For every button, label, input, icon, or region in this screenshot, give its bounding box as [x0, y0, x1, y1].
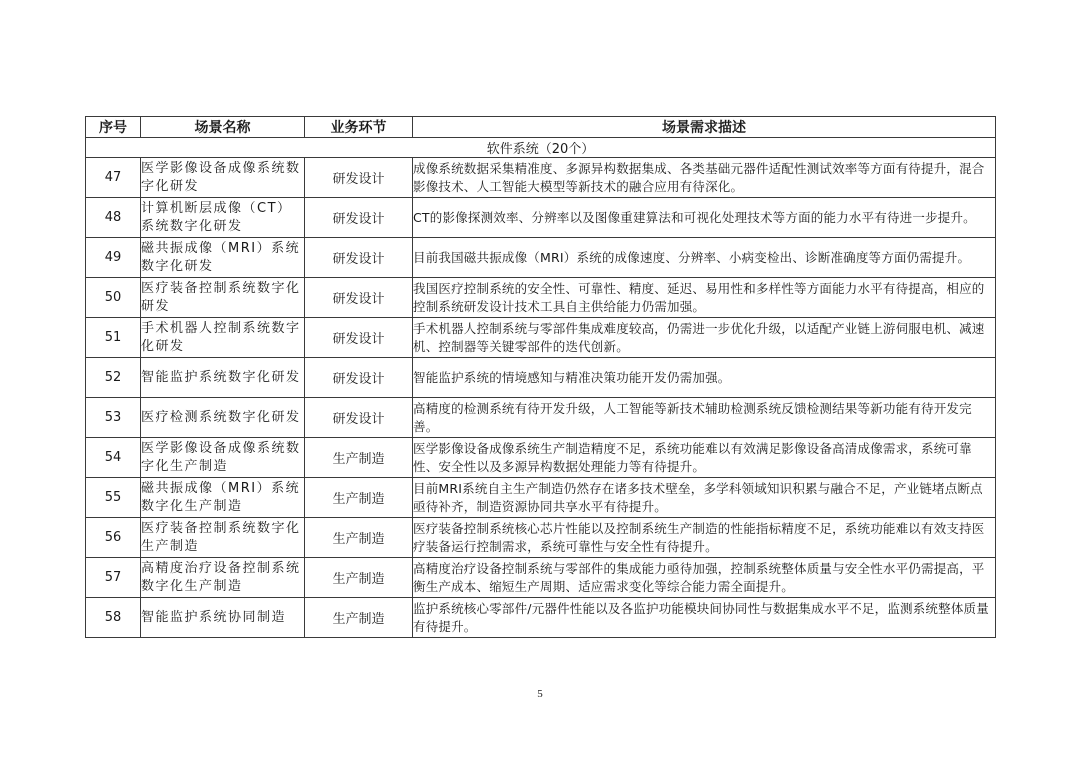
table-header-row: [86, 117, 996, 138]
row-number: 52: [86, 358, 141, 398]
row-scene-name: 高精度治疗设备控制系统数字化生产制造: [141, 558, 305, 598]
header-scene-description: 场景需求描述: [413, 117, 996, 138]
row-number: 54: [86, 438, 141, 478]
table-row: [86, 158, 996, 198]
row-scene-name: 磁共振成像（MRI）系统数字化生产制造: [141, 478, 305, 518]
row-scene-name: 智能监护系统数字化研发: [141, 358, 305, 398]
row-business-stage: 生产制造: [305, 598, 413, 638]
row-scene-name: 磁共振成像（MRI）系统数字化研发: [141, 238, 305, 278]
row-scene-name: 计算机断层成像（CT）系统数字化研发: [141, 198, 305, 238]
row-business-stage: 生产制造: [305, 518, 413, 558]
header-business-stage: 业务环节: [305, 117, 413, 138]
row-description: 目前MRI系统自主生产制造仍然存在诸多技术壁垒，多学科领域知识积累与融合不足，产业链堵点断点亟待补齐，制造资源协同共享水平有待提升。: [413, 478, 996, 518]
row-scene-name: 医疗装备控制系统数字化生产制造: [141, 518, 305, 558]
row-description: 成像系统数据采集精准度、多源异构数据集成、各类基础元器件适配性测试效率等方面有待提升，混合影像技术、人工智能大模型等新技术的融合应用有待深化。: [413, 158, 996, 198]
row-business-stage: 研发设计: [305, 278, 413, 318]
table-row: [86, 438, 996, 478]
page-number: 5: [537, 688, 543, 700]
row-number: 47: [86, 158, 141, 198]
row-description: 手术机器人控制系统与零部件集成难度较高，仍需进一步优化升级，以适配产业链上游伺服电机、减速机、控制器等关键零部件的迭代创新。: [413, 318, 996, 358]
row-business-stage: 研发设计: [305, 358, 413, 398]
header-scene-name: 场景名称: [141, 117, 305, 138]
table-row: [86, 518, 996, 558]
row-business-stage: 研发设计: [305, 238, 413, 278]
scene-table: [85, 116, 996, 638]
table-row: [86, 558, 996, 598]
row-number: 48: [86, 198, 141, 238]
row-number: 58: [86, 598, 141, 638]
row-number: 57: [86, 558, 141, 598]
row-scene-name: 医疗检测系统数字化研发: [141, 398, 305, 438]
row-number: 55: [86, 478, 141, 518]
table-row: [86, 358, 996, 398]
row-description: 我国医疗控制系统的安全性、可靠性、精度、延迟、易用性和多样性等方面能力水平有待提高，相应的控制系统研发设计技术工具自主供给能力仍需加强。: [413, 278, 996, 318]
row-number: 49: [86, 238, 141, 278]
row-business-stage: 研发设计: [305, 398, 413, 438]
table-row: [86, 198, 996, 238]
row-description: 智能监护系统的情境感知与精准决策功能开发仍需加强。: [413, 358, 996, 398]
table-row: [86, 598, 996, 638]
row-scene-name: 医学影像设备成像系统数字化生产制造: [141, 438, 305, 478]
row-number: 53: [86, 398, 141, 438]
row-description: 医学影像设备成像系统生产制造精度不足，系统功能难以有效满足影像设备高清成像需求，系统可靠性、安全性以及多源异构数据处理能力等有待提升。: [413, 438, 996, 478]
row-business-stage: 生产制造: [305, 478, 413, 518]
table-row: [86, 478, 996, 518]
row-description: 监护系统核心零部件/元器件性能以及各监护功能模块间协同性与数据集成水平不足，监测系统整体质量有待提升。: [413, 598, 996, 638]
row-description: 高精度的检测系统有待开发升级，人工智能等新技术辅助检测系统反馈检测结果等新功能有待开发完善。: [413, 398, 996, 438]
row-business-stage: 生产制造: [305, 558, 413, 598]
row-number: 51: [86, 318, 141, 358]
header-number: 序号: [86, 117, 141, 138]
table-row: [86, 318, 996, 358]
row-description: CT的影像探测效率、分辨率以及图像重建算法和可视化处理技术等方面的能力水平有待进一步提升。: [413, 198, 996, 238]
table-row: [86, 398, 996, 438]
table-row: [86, 238, 996, 278]
table-row: [86, 278, 996, 318]
row-scene-name: 医疗装备控制系统数字化研发: [141, 278, 305, 318]
row-description: 医疗装备控制系统核心芯片性能以及控制系统生产制造的性能指标精度不足，系统功能难以有效支持医疗装备运行控制需求，系统可靠性与安全性有待提升。: [413, 518, 996, 558]
row-scene-name: 医学影像设备成像系统数字化研发: [141, 158, 305, 198]
section-row: [86, 138, 996, 158]
row-description: 目前我国磁共振成像（MRI）系统的成像速度、分辨率、小病变检出、诊断准确度等方面仍需提升。: [413, 238, 996, 278]
row-scene-name: 手术机器人控制系统数字化研发: [141, 318, 305, 358]
row-description: 高精度治疗设备控制系统与零部件的集成能力亟待加强，控制系统整体质量与安全性水平仍需提高，平衡生产成本、缩短生产周期、适应需求变化等综合能力需全面提升。: [413, 558, 996, 598]
row-business-stage: 研发设计: [305, 158, 413, 198]
section-title: 软件系统（20个）: [86, 138, 996, 158]
row-scene-name: 智能监护系统协同制造: [141, 598, 305, 638]
row-business-stage: 生产制造: [305, 438, 413, 478]
row-business-stage: 研发设计: [305, 318, 413, 358]
row-business-stage: 研发设计: [305, 198, 413, 238]
row-number: 56: [86, 518, 141, 558]
row-number: 50: [86, 278, 141, 318]
